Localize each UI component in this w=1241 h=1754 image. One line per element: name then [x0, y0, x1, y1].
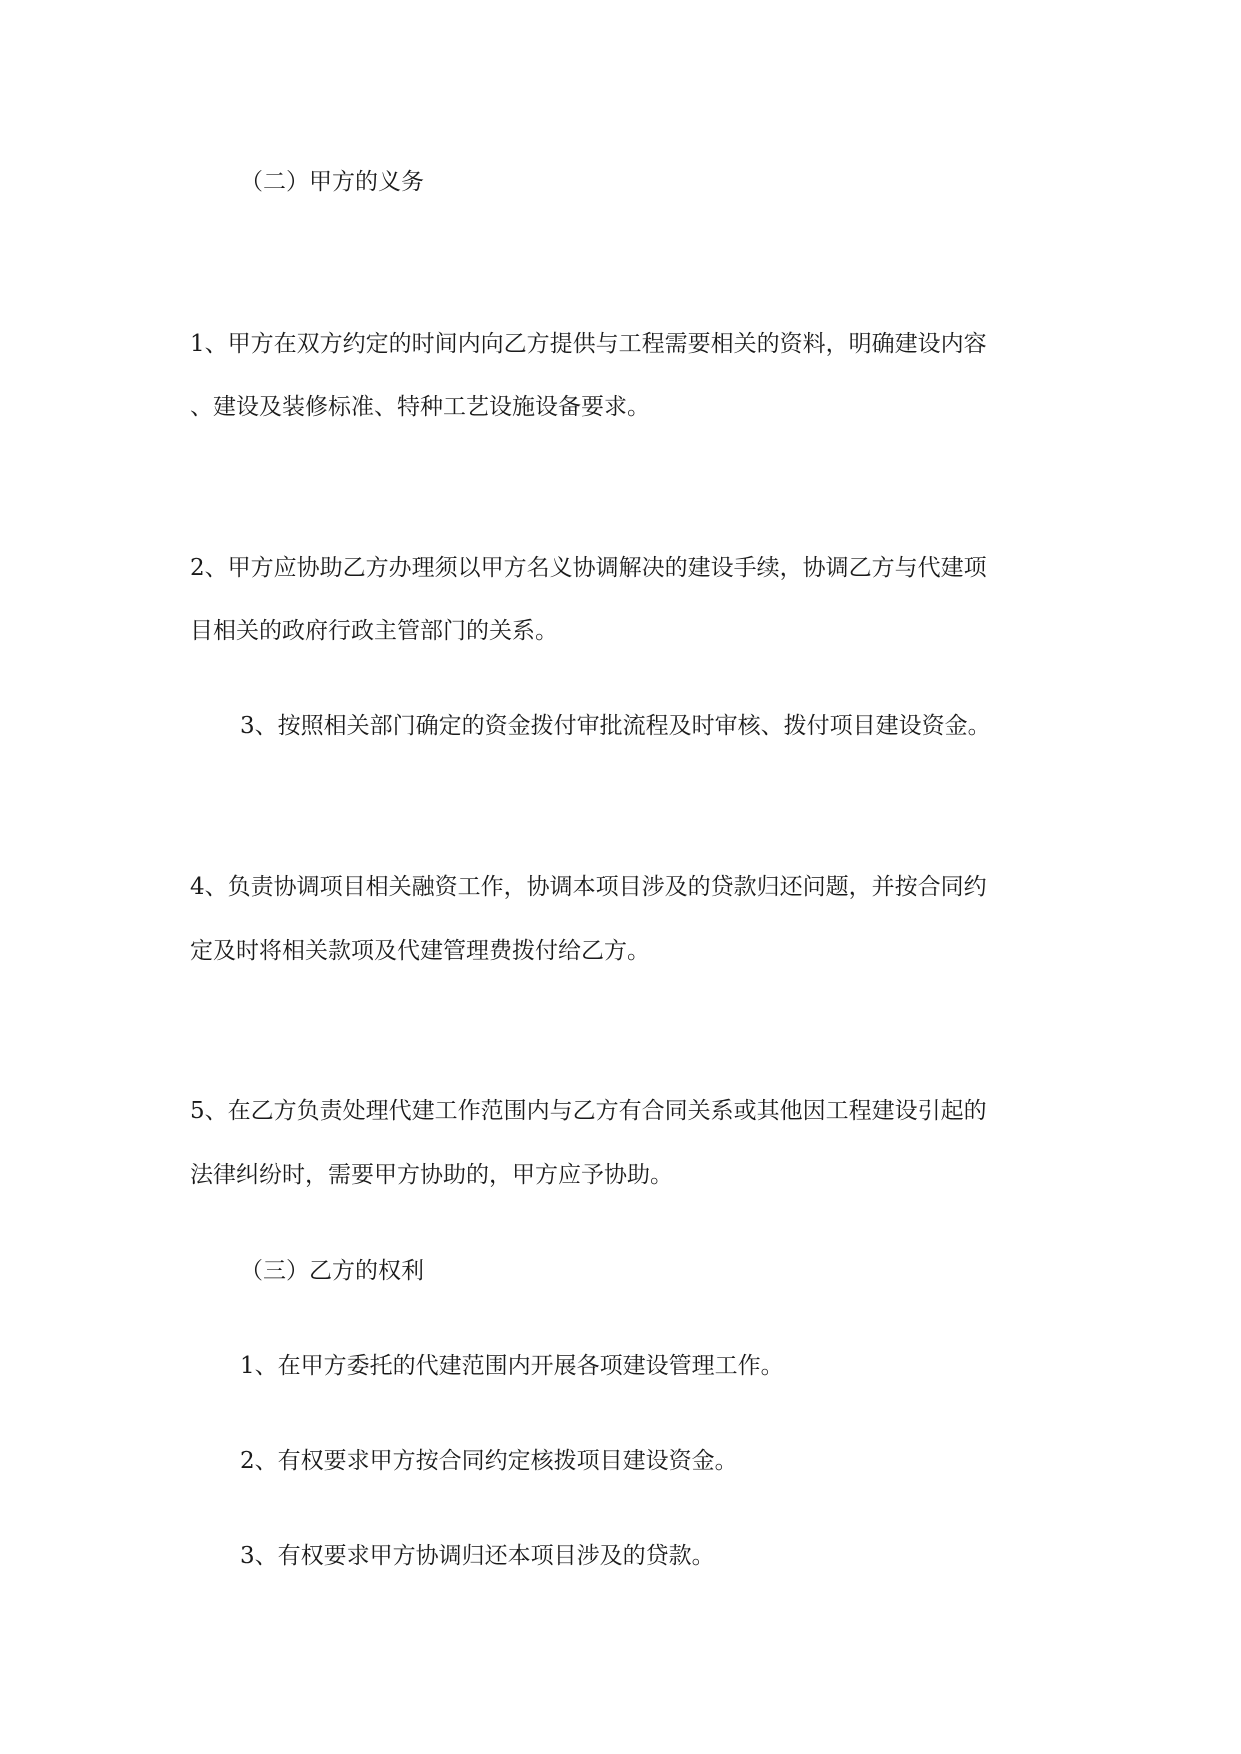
- paragraph-line: 目相关的政府行政主管部门的关系。: [190, 618, 558, 644]
- paragraph-line: 2、有权要求甲方按合同约定核拨项目建设资金。: [240, 1448, 738, 1474]
- paragraph-line: 1、甲方在双方约定的时间内向乙方提供与工程需要相关的资料，明确建设内容: [190, 331, 987, 357]
- paragraph-line: 3、有权要求甲方协调归还本项目涉及的贷款。: [240, 1543, 715, 1569]
- paragraph-line: 、建设及装修标准、特种工艺设施设备要求。: [190, 394, 650, 420]
- paragraph-line: 4、负责协调项目相关融资工作，协调本项目涉及的贷款归还问题，并按合同约: [190, 874, 987, 900]
- paragraph-line: 3、按照相关部门确定的资金拨付审批流程及时审核、拨付项目建设资金。: [240, 713, 991, 739]
- paragraph-line: 1、在甲方委托的代建范围内开展各项建设管理工作。: [240, 1353, 784, 1379]
- paragraph-line: 法律纠纷时，需要甲方协助的，甲方应予协助。: [190, 1162, 673, 1188]
- paragraph-line: 定及时将相关款项及代建管理费拨付给乙方。: [190, 938, 650, 964]
- section-heading-party-a-obligations: （二）甲方的义务: [240, 169, 424, 195]
- paragraph-line: 2、甲方应协助乙方办理须以甲方名义协调解决的建设手续，协调乙方与代建项: [190, 555, 987, 581]
- paragraph-line: 5、在乙方负责处理代建工作范围内与乙方有合同关系或其他因工程建设引起的: [190, 1098, 987, 1124]
- section-heading-party-b-rights: （三）乙方的权利: [240, 1258, 424, 1284]
